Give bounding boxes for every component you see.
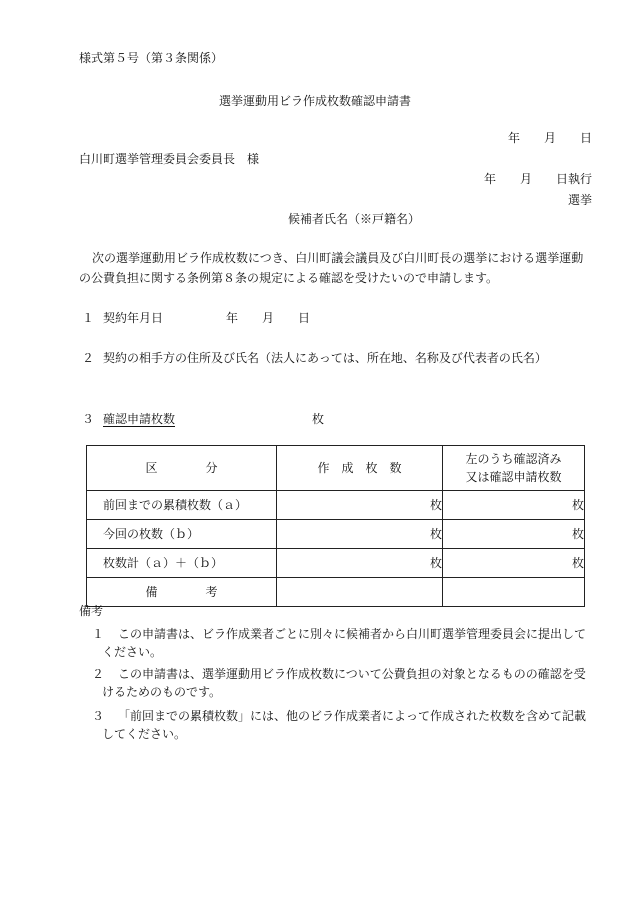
header-category: 区 分 — [87, 446, 277, 491]
addressee: 白川町選挙管理委員会委員長 様 — [79, 152, 260, 166]
table-row-remarks — [87, 578, 585, 607]
unit-label: 枚 — [571, 527, 584, 541]
created-count-cell[interactable] — [277, 549, 443, 578]
note-text-line-1: この申請書は、ビラ作成業者ごとに別々に候補者から白川町選挙管理委員会に提出して — [118, 627, 587, 641]
note-text-line-2: けるためのものです。 — [102, 685, 222, 699]
unit-label: 枚 — [571, 556, 584, 570]
header-confirmed-line-2: 又は確認申請枚数 — [465, 470, 562, 484]
confirmed-count-cell[interactable] — [443, 491, 585, 520]
remarks-cell[interactable] — [277, 578, 443, 607]
note-text-line-2: ください。 — [102, 645, 163, 659]
note-number: １ — [92, 627, 105, 641]
created-count-cell[interactable] — [277, 520, 443, 549]
unit-label: 枚 — [429, 527, 442, 541]
item2-number: ２ — [82, 351, 95, 365]
form-number: 様式第５号（第３条関係） — [79, 51, 224, 65]
header-confirmed-count — [443, 446, 585, 491]
item1-number: １ — [82, 311, 95, 325]
table-header-row — [87, 446, 585, 491]
application-date: 年 月 日 — [507, 131, 592, 145]
item3-field[interactable] — [103, 413, 323, 425]
election-label: 選挙 — [567, 193, 592, 207]
row-label: 枚数計（ａ）＋（ｂ） — [87, 549, 277, 578]
header-created-count: 作 成 枚 数 — [277, 446, 443, 491]
item2-label: 契約の相手方の住所及び氏名（法人にあっては、所在地、名称及び代表者の氏名） — [103, 351, 547, 365]
item3-unit: 枚 — [312, 412, 325, 426]
note-number: ２ — [92, 667, 105, 681]
note-text-line-1: この申請書は、選挙運動用ビラ作成枚数について公費負担の対象となるものの確認を受 — [118, 667, 586, 681]
item3-label: 確認申請枚数 — [103, 412, 176, 426]
candidate-name-label: 候補者氏名（※戸籍名） — [288, 212, 421, 226]
table-row — [87, 549, 585, 578]
note-text-line-2: してください。 — [102, 727, 187, 741]
header-confirmed-line-1: 左のうち確認済み — [465, 452, 562, 466]
remarks-cell[interactable] — [443, 578, 585, 607]
row-label: 前回までの累積枚数（ａ） — [87, 491, 277, 520]
note-item — [80, 707, 594, 745]
remarks-label: 備 考 — [87, 578, 277, 607]
item1-date: 年 月 日 — [226, 311, 311, 325]
unit-label: 枚 — [429, 498, 442, 512]
item3-number: ３ — [82, 412, 95, 426]
body-text-line-2: の公費負担に関する条例第８条の規定による確認を受けたいので申請します。 — [79, 271, 499, 285]
note-number: ３ — [92, 709, 105, 723]
election-date: 年 月 日執行 — [483, 172, 592, 186]
row-label: 今回の枚数（ｂ） — [87, 520, 277, 549]
note-item — [80, 665, 594, 703]
confirmed-count-cell[interactable] — [443, 549, 585, 578]
note-text-line-1: 「前回までの累積枚数」には、他のビラ作成業者によって作成された枚数を含めて記載 — [118, 709, 587, 723]
page-title: 選挙運動用ビラ作成枚数確認申請書 — [218, 94, 411, 108]
unit-label: 枚 — [429, 556, 442, 570]
body-text-line-1: 次の選挙運動用ビラ作成枚数につき、白川町議会議員及び白川町長の選挙における選挙運動 — [92, 251, 584, 265]
unit-label: 枚 — [571, 498, 584, 512]
confirmation-table — [86, 445, 585, 607]
note-item — [80, 625, 594, 663]
confirmed-count-cell[interactable] — [443, 520, 585, 549]
table-row — [87, 520, 585, 549]
created-count-cell[interactable] — [277, 491, 443, 520]
notes-heading: 備考 — [79, 604, 104, 618]
table-row — [87, 491, 585, 520]
item1-label: 契約年月日 — [103, 311, 164, 325]
